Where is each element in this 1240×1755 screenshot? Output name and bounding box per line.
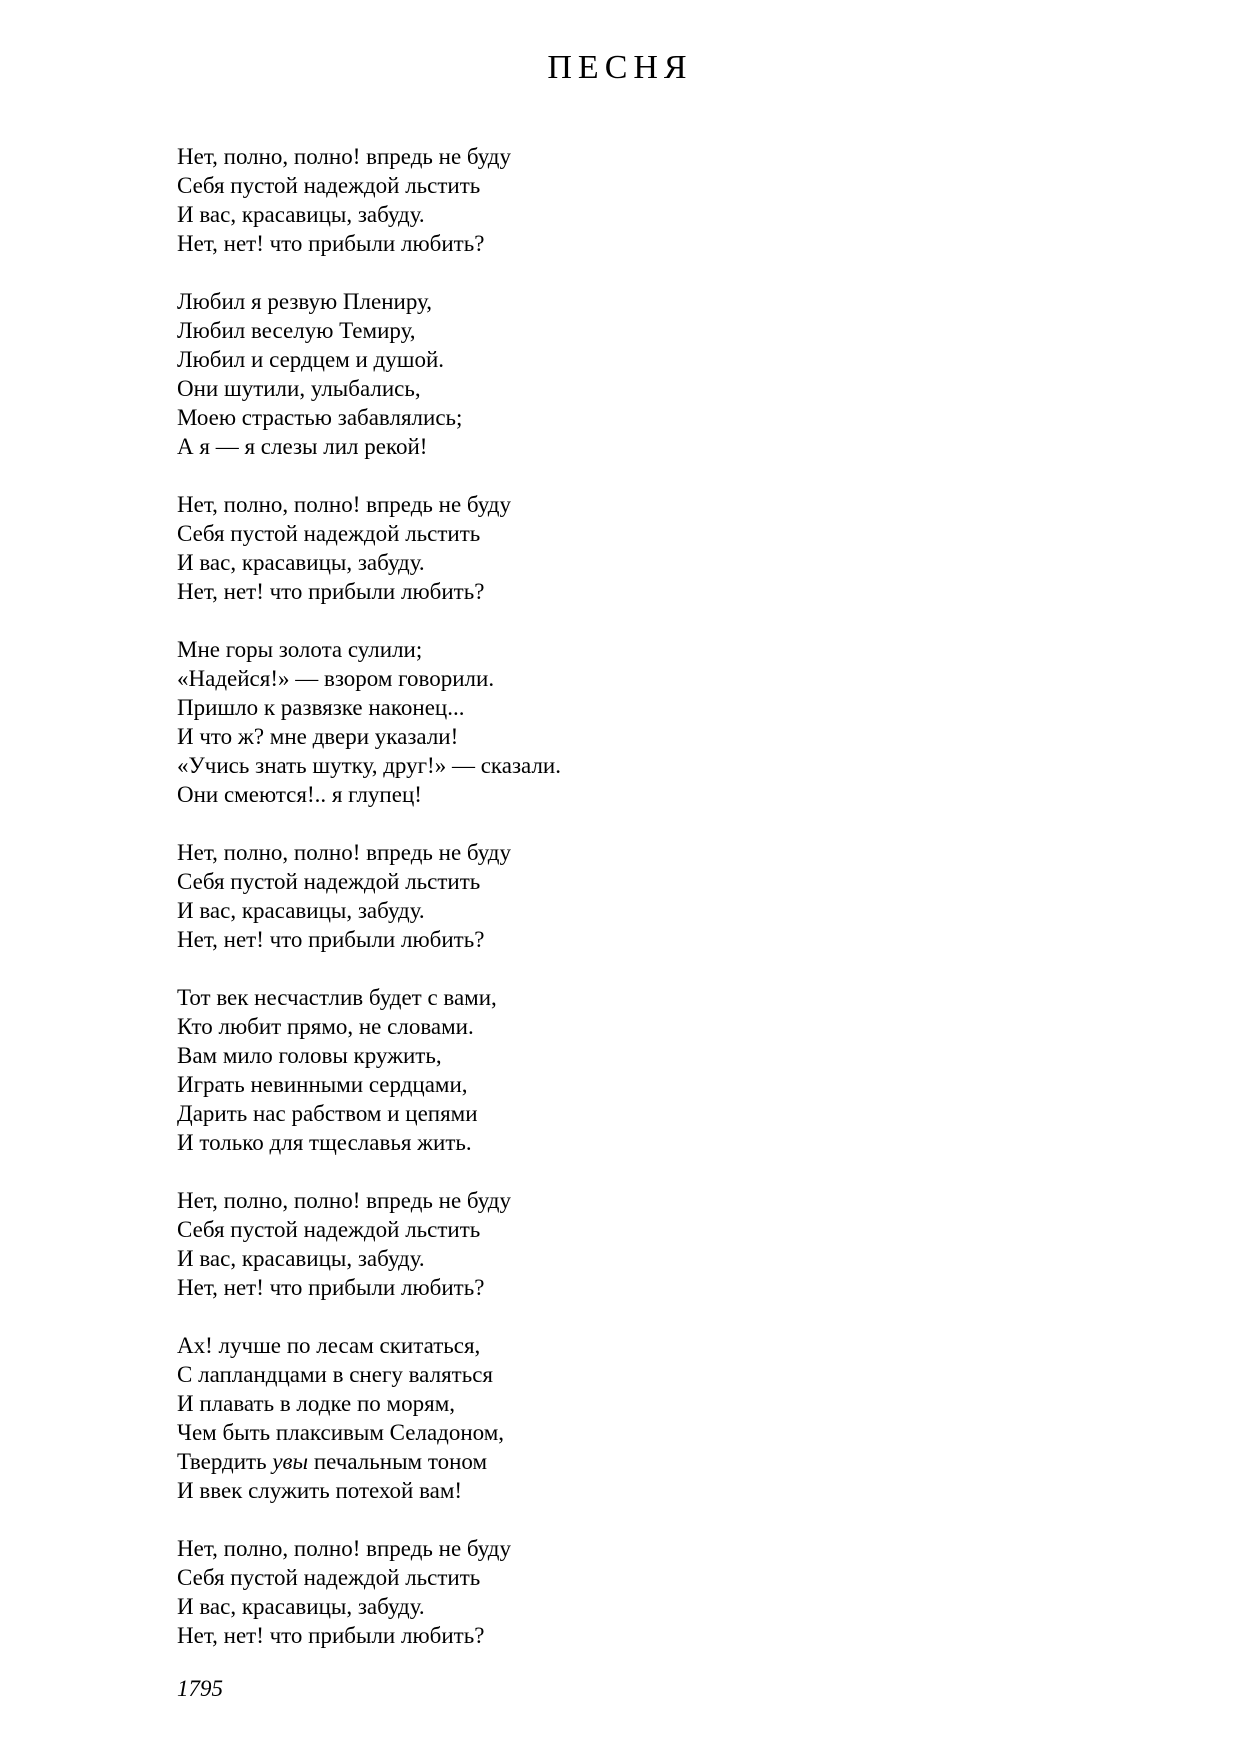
poem-line: Они шутили, улыбались, — [177, 376, 421, 401]
poem-line: Любил веселую Темиру, — [177, 318, 416, 343]
poem-line: Любил я резвую Плениру, — [177, 289, 432, 314]
stanza-verse — [177, 287, 1077, 461]
poem-line: Себя пустой надеждой льстить — [177, 869, 481, 894]
poem-line: Пришло к развязке наконец... — [177, 695, 465, 720]
poem-line: Играть невинными сердцами, — [177, 1072, 468, 1097]
poem-line: Кто любит прямо, не словами. — [177, 1014, 474, 1039]
poem-line: С лапландцами в снегу валяться — [177, 1362, 493, 1387]
poem-line: И плавать в лодке по морям, — [177, 1391, 455, 1416]
poem-line: Нет, нет! что прибыли любить? — [177, 927, 485, 952]
poem-line: Нет, нет! что прибыли любить? — [177, 1275, 485, 1300]
line-part: печальным тоном — [308, 1449, 488, 1474]
stanza-verse — [177, 1331, 1077, 1505]
poem-line: И ввек служить потехой вам! — [177, 1478, 463, 1503]
poem-line: Нет, полно, полно! впредь не буду — [177, 144, 511, 169]
stanza-refrain — [177, 1534, 1077, 1650]
poem-line: Любил и сердцем и душой. — [177, 347, 445, 372]
poem-line: А я — я слезы лил рекой! — [177, 434, 428, 459]
poem-line: Тот век несчастлив будет с вами, — [177, 985, 497, 1010]
stanza-verse — [177, 983, 1077, 1157]
stanza-refrain — [177, 1186, 1077, 1302]
poem-line: Нет, полно, полно! впредь не буду — [177, 1536, 511, 1561]
line-part: Твердить — [177, 1449, 273, 1474]
stanza-refrain — [177, 838, 1077, 954]
poem-line: И вас, красавицы, забуду. — [177, 1594, 425, 1619]
stanza-verse — [177, 635, 1077, 809]
poem-line: И вас, красавицы, забуду. — [177, 898, 425, 923]
poem-line: «Надейся!» — взором говорили. — [177, 666, 495, 691]
poem-line: И вас, красавицы, забуду. — [177, 202, 425, 227]
poem-line: Нет, нет! что прибыли любить? — [177, 1623, 485, 1648]
poem-line: Дарить нас рабством и цепями — [177, 1101, 478, 1126]
poem-line: Они смеются!.. я глупец! — [177, 782, 422, 807]
poem-line: Моею страстью забавлялись; — [177, 405, 463, 430]
poem-body — [177, 142, 1077, 1679]
stanza-refrain — [177, 142, 1077, 258]
poem-line: Нет, полно, полно! впредь не буду — [177, 1188, 511, 1213]
poem-line: И что ж? мне двери указали! — [177, 724, 459, 749]
poem-title: ПЕСНЯ — [547, 49, 693, 86]
poem-line: Нет, полно, полно! впредь не буду — [177, 492, 511, 517]
poem-line: Нет, нет! что прибыли любить? — [177, 579, 485, 604]
poem-line: Ах! лучше по лесам скитаться, — [177, 1333, 481, 1358]
poem-line: Себя пустой надеждой льстить — [177, 173, 481, 198]
poem-line: Чем быть плаксивым Селадоном, — [177, 1420, 505, 1445]
poem-line: Нет, нет! что прибыли любить? — [177, 231, 485, 256]
poem-line: Нет, полно, полно! впредь не буду — [177, 840, 511, 865]
poem-line-with-italic — [177, 1447, 1077, 1476]
poem-line: И вас, красавицы, забуду. — [177, 1246, 425, 1271]
poem-line: Себя пустой надеждой льстить — [177, 1565, 481, 1590]
poem-line: И только для тщеславья жить. — [177, 1130, 472, 1155]
poem-line: Мне горы золота сулили; — [177, 637, 423, 662]
poem-line: Вам мило головы кружить, — [177, 1043, 442, 1068]
poem-line: Себя пустой надеждой льстить — [177, 521, 481, 546]
poem-line: И вас, красавицы, забуду. — [177, 550, 425, 575]
italic-word: увы — [272, 1449, 309, 1474]
poem-line: «Учись знать шутку, друг!» — сказали. — [177, 753, 561, 778]
stanza-refrain — [177, 490, 1077, 606]
poem-date: 1795 — [177, 1676, 223, 1701]
poem-line: Себя пустой надеждой льстить — [177, 1217, 481, 1242]
